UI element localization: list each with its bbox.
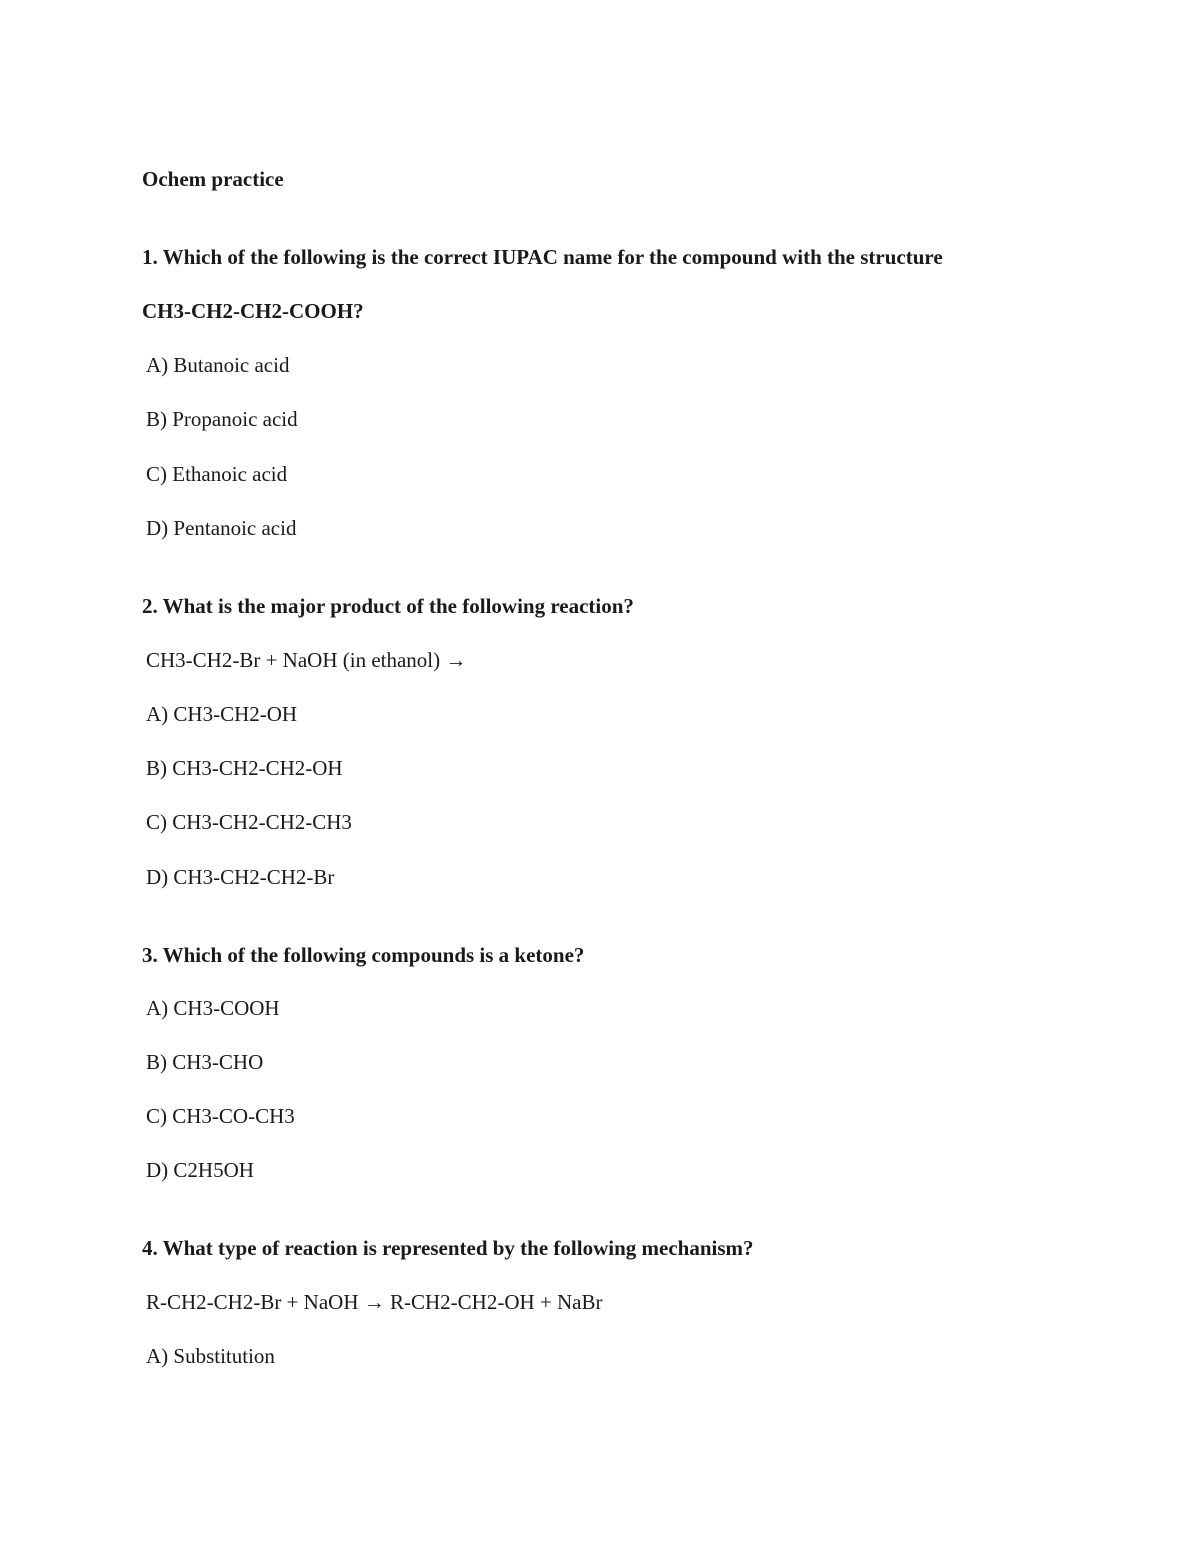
question-4-prompt: 4. What type of reaction is represented by the following mechanism? [142,1236,754,1260]
question-2-reaction: CH3-CH2-Br + NaOH (in ethanol) → [146,648,467,672]
question-4-option-a: A) Substitution [146,1344,275,1368]
question-3-option-c: C) CH3-CO-CH3 [146,1104,295,1128]
question-1-prompt: 1. Which of the following is the correct IUPAC name for the compound with the structure [142,245,943,269]
question-3-prompt: 3. Which of the following compounds is a ketone? [142,943,585,967]
question-1-option-b: B) Propanoic acid [146,407,298,431]
question-1-option-a: A) Butanoic acid [146,353,290,377]
question-4-reaction: R-CH2-CH2-Br + NaOH → R-CH2-CH2-OH + NaBr [146,1290,603,1314]
question-3-option-b: B) CH3-CHO [146,1050,264,1074]
question-3-option-a: A) CH3-COOH [146,996,280,1020]
question-2-prompt: 2. What is the major product of the following reaction? [142,594,634,618]
question-3-option-d: D) C2H5OH [146,1158,254,1182]
question-1-option-d: D) Pentanoic acid [146,516,297,540]
question-1-option-c: C) Ethanoic acid [146,462,288,486]
question-2-option-d: D) CH3-CH2-CH2-Br [146,865,335,889]
question-1-structure: CH3-CH2-CH2-COOH? [142,299,364,323]
question-2-option-b: B) CH3-CH2-CH2-OH [146,756,343,780]
question-2-option-a: A) CH3-CH2-OH [146,702,298,726]
document-title: Ochem practice [142,167,284,191]
question-2-option-c: C) CH3-CH2-CH2-CH3 [146,810,352,834]
